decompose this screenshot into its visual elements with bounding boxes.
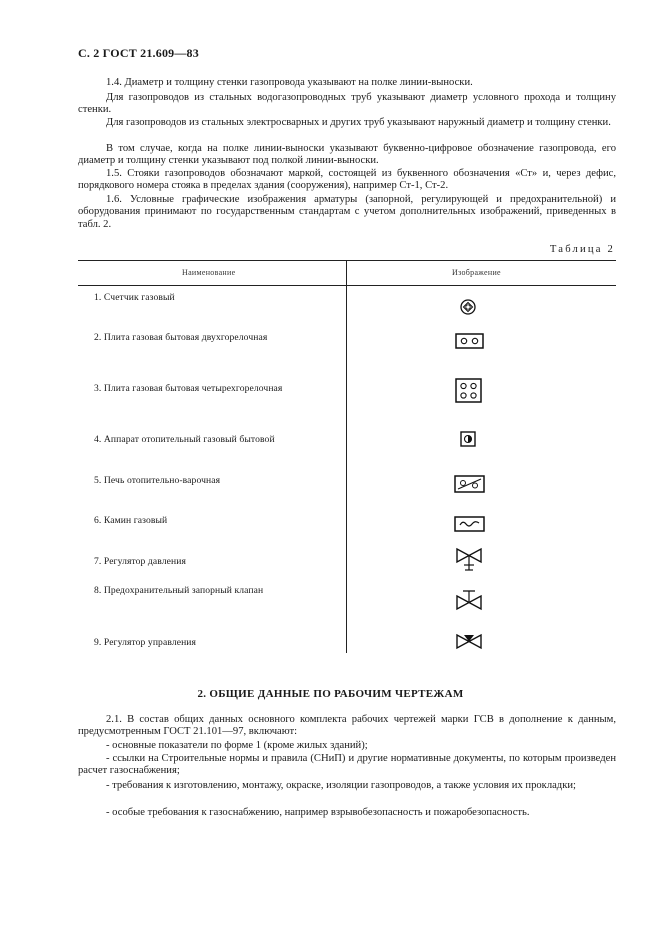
paragraph-2-1: 2.1. В состав общих данных основного комплекта рабочих чертежей марки ГСВ в дополнение к данным, предусмотренным ГОСТ 21.101—97, включают: [78, 714, 616, 738]
table-row-label: 9. Регулятор управления [94, 637, 197, 648]
table-column-divider [346, 260, 347, 653]
table-header-image: Изображение [452, 268, 501, 277]
table-row-label: 7. Регулятор давления [94, 556, 186, 567]
table-row-label: 5. Печь отопительно-варочная [94, 475, 221, 486]
table-row-label: 8. Предохранительный запорный клапан [94, 585, 264, 596]
table-row-label: 4. Аппарат отопительный газовый бытовой [94, 434, 275, 445]
table-row-label: 6. Камин газовый [94, 515, 168, 526]
heating-cooking-stove-icon [453, 474, 487, 496]
control-regulator-icon [454, 632, 484, 654]
gas-meter-icon [458, 297, 478, 317]
table-header-name: Наименование [182, 268, 236, 277]
paragraph-1-5: 1.5. Стояки газопроводов обозначают маркой, состоящей из буквенного обозначения «Ст» и, через дефис, порядкового номера стояка в пределах здания (сооружения), например Ст-1, Ст-2. [78, 168, 616, 192]
paragraph-steel-water-pipes: Для газопроводов из стальных водогазопроводных труб указывают диаметр условного прохода и толщину стенки. [78, 92, 616, 116]
table-top-rule [78, 260, 616, 261]
paragraph-1-6: 1.6. Условные графические изображения арматуры (запорной, регулирующей и предохранительной) и оборудования принимают по государственным стандартам с учетом дополнительных изображений, приведенных в табл. 2. [78, 194, 616, 230]
table-header-rule [78, 285, 616, 286]
gas-heater-icon [459, 430, 479, 450]
paragraph-leader-line: В том случае, когда на полке линии-выноски указывают буквенно-цифровое обозначение газопровода, его диаметр и толщину стенки указывают под полкой линии-выноски. [78, 143, 616, 167]
page-header: С. 2 ГОСТ 21.609—83 [78, 46, 199, 60]
section-2-title: 2. ОБЩИЕ ДАННЫЕ ПО РАБОЧИМ ЧЕРТЕЖАМ [197, 688, 464, 700]
safety-shutoff-valve-icon [454, 588, 484, 614]
table-caption: Таблица 2 [549, 244, 615, 255]
table-row-label: 1. Счетчик газовый [94, 292, 175, 303]
list-item: - ссылки на Строительные нормы и правила (СНиП) и другие нормативные документы, по которым произведен расчет газоснабжения; [78, 753, 616, 777]
pressure-regulator-icon [454, 545, 484, 575]
list-item: - особые требования к газоснабжению, например взрывобезопасность и пожаробезопасность. [106, 807, 530, 818]
table-row-label: 2. Плита газовая бытовая двухгорелочная [94, 332, 268, 343]
paragraph-1-4: 1.4. Диаметр и толщину стенки газопровода указывают на полке линии-выноски. [106, 77, 473, 88]
list-item: - требования к изготовлению, монтажу, окраске, изоляции газопроводов, а также условия их прокладки; [106, 780, 576, 791]
four-burner-stove-icon [454, 377, 484, 405]
gas-fireplace-icon [453, 515, 487, 535]
paragraph-steel-welded-pipes: Для газопроводов из стальных электросварных и других труб указывают наружный диаметр и толщину стенки. [106, 117, 611, 128]
table-row-label: 3. Плита газовая бытовая четырехгорелочная [94, 383, 283, 394]
two-burner-stove-icon [454, 332, 486, 352]
list-item: - основные показатели по форме 1 (кроме жилых зданий); [106, 740, 368, 751]
